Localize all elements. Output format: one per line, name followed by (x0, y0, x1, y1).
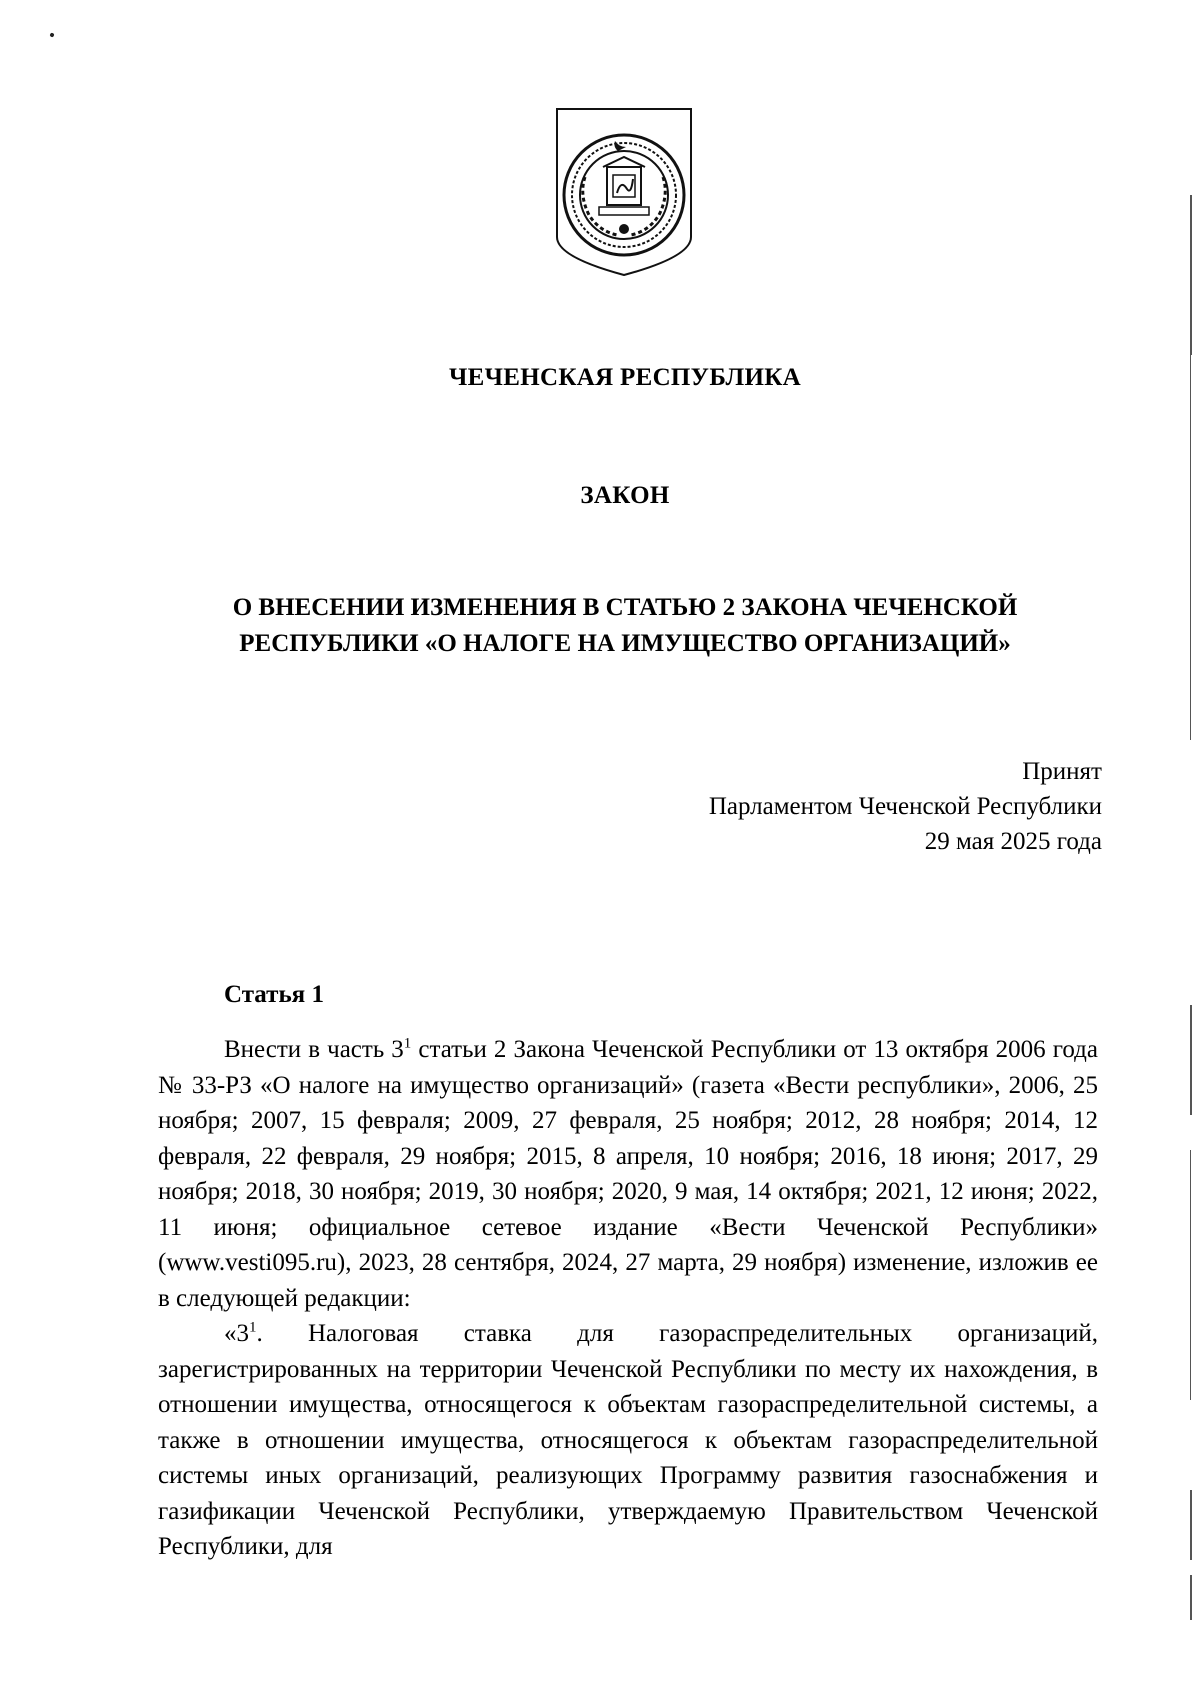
chechen-republic-emblem-icon (555, 107, 693, 277)
scan-edge-line (1190, 195, 1192, 355)
paragraph: Внести в часть $3^1$ статьи 2 Закона Чеченской Республики от 13 октября 2006 года № 33-РЗ «О налоге на имущество организаций» (газета «Вести республики», 2006, 25 ноября; 2007, 15 февраля; 2009, 27 февраля, 25 ноября; 2012, 28 ноября; 2014, 12 февраля, 22 февраля, 29 ноября; 2015, 8 апреля, 10 ноября; 2016, 18 июня; 2017, 29 ноября; 2018, 30 ноября; 2019, 30 ноября; 2020, 9 мая, 14 октября; 2021, 12 июня; 2022, 11 июня; официальное сетевое издание «Вести Чеченской Республики» (www.vesti095.ru), 2023, 28 сентября, 2024, 27 марта, 29 ноября) изменение, изложив ее в следующей редакции: (158, 1035, 1098, 1312)
scan-edge-line (1190, 1005, 1192, 1115)
adoption-block (709, 754, 1102, 859)
paragraph: «$3^1$. Налоговая ставка для газораспределительных организаций, зарегистрированных на территории Чеченской Республики по месту их нахождения, в отношении имущества, относящегося к объектам газораспределительной системы, а также в отношении имущества, относящегося к объектам газораспределительной системы иных организаций, реализующих Программу развития газоснабжения и газификации Чеченской Республики, утверждаемую Правительством Чеченской Республики, для (158, 1319, 1098, 1560)
law-title-line: О ВНЕСЕНИИ ИЗМЕНЕНИЯ В СТАТЬЮ 2 ЗАКОНА ЧЕЧЕНСКОЙ (232, 594, 1018, 621)
article-title: Статья 1 (224, 981, 324, 1008)
article-body (158, 1032, 1098, 1565)
adoption-line: Принят (1022, 758, 1102, 785)
law-title (0, 590, 1200, 662)
scan-edge-line (1190, 1490, 1192, 1560)
scan-speck (49, 32, 54, 37)
scan-edge-line (1190, 1150, 1191, 1400)
scan-edge-line (1190, 355, 1191, 740)
scan-edge-line (1190, 1575, 1192, 1620)
law-title-line: РЕСПУБЛИКИ «О НАЛОГЕ НА ИМУЩЕСТВО ОРГАНИЗАЦИЙ» (239, 630, 1011, 657)
adoption-line: Парламентом Чеченской Республики (708, 793, 1102, 820)
adoption-date: 29 мая 2025 года (924, 828, 1102, 855)
document-type: ЗАКОН (580, 482, 670, 509)
republic-name: ЧЕЧЕНСКАЯ РЕСПУБЛИКА (449, 364, 801, 391)
